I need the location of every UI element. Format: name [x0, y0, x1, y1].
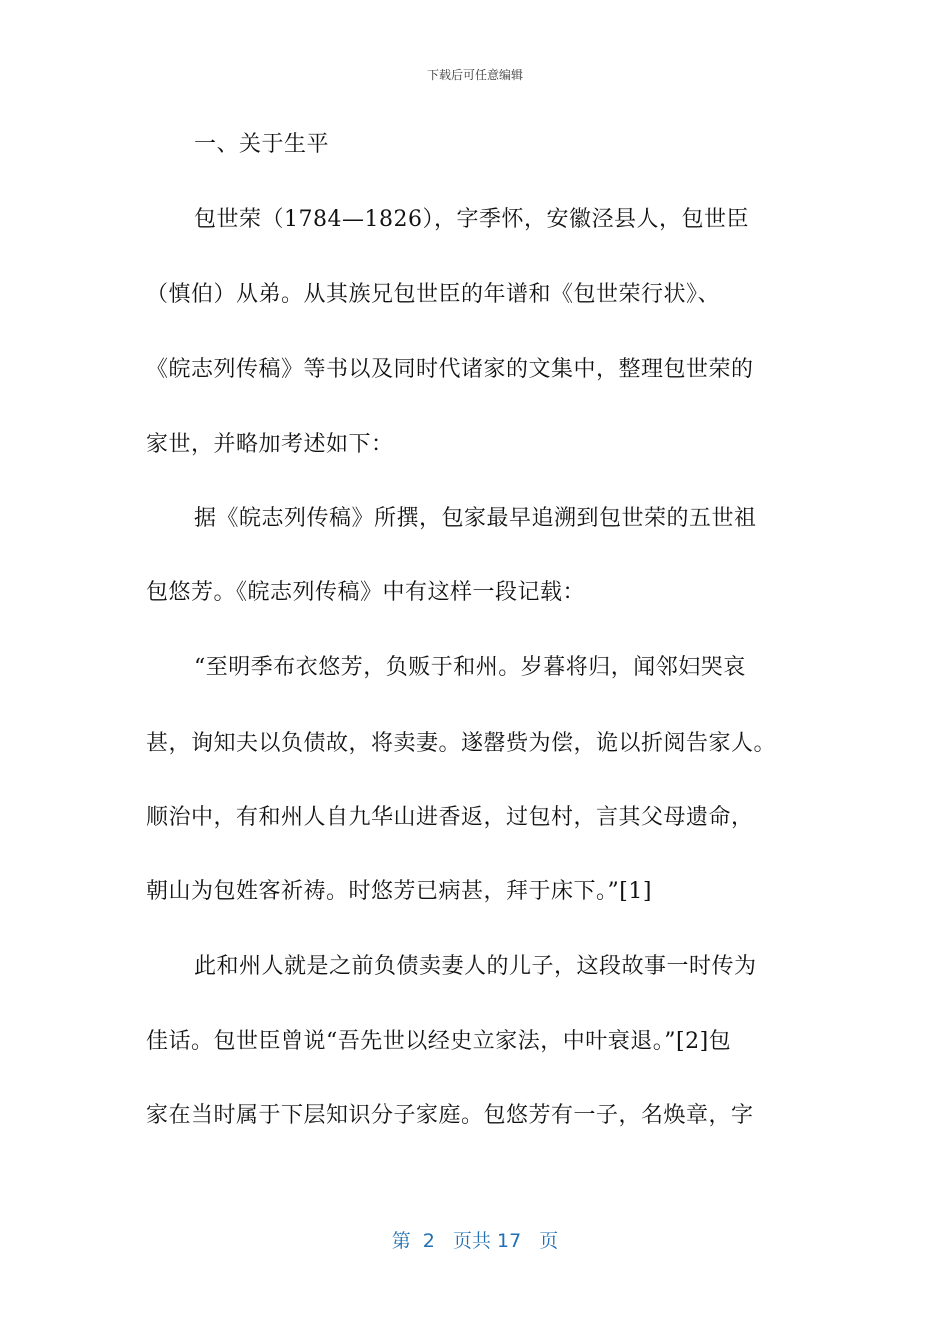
paragraph-line: 包世荣（1784—1826），字季怀，安徽泾县人，包世臣 — [194, 207, 749, 232]
quote-line: 甚，询知夫以负债故，将卖妻。遂罄赀为偿，诡以折阅告家人。 — [146, 731, 777, 756]
header-note: 下载后可任意编辑 — [426, 68, 523, 82]
quote-line: 朝山为包姓客祈祷。时悠芳已病甚，拜于床下。”[1] — [146, 879, 652, 904]
section-heading: 一、关于生平 — [194, 132, 330, 157]
paragraph-line: 家在当时属于下层知识分子家庭。包悠芳有一子，名焕章，字 — [146, 1103, 754, 1128]
quote-line: 顺治中，有和州人自九华山进香返，过包村，言其父母遗命， — [146, 805, 754, 830]
paragraph-line: （慎伯）从弟。从其族兄包世臣的年谱和《包世荣行状》、 — [146, 282, 721, 307]
paragraph-line: 《皖志列传稿》等书以及同时代诸家的文集中，整理包世荣的 — [146, 357, 754, 382]
paragraph-line: 家世，并略加考述如下： — [146, 432, 394, 457]
page-number-footer: 第 2 页共 17 页 — [391, 1230, 559, 1252]
paragraph-line: 据《皖志列传稿》所撰，包家最早追溯到包世荣的五世祖 — [194, 506, 757, 531]
paragraph-line: 此和州人就是之前负债卖妻人的儿子，这段故事一时传为 — [194, 954, 757, 979]
quote-line: “至明季布衣悠芳，负贩于和州。岁暮将归，闻邻妇哭哀 — [194, 655, 746, 680]
paragraph-line: 包悠芳。《皖志列传稿》中有这样一段记载： — [146, 580, 586, 605]
paragraph-line: 佳话。包世臣曾说“吾先世以经史立家法，中叶衰退。”[2]包 — [146, 1029, 732, 1054]
